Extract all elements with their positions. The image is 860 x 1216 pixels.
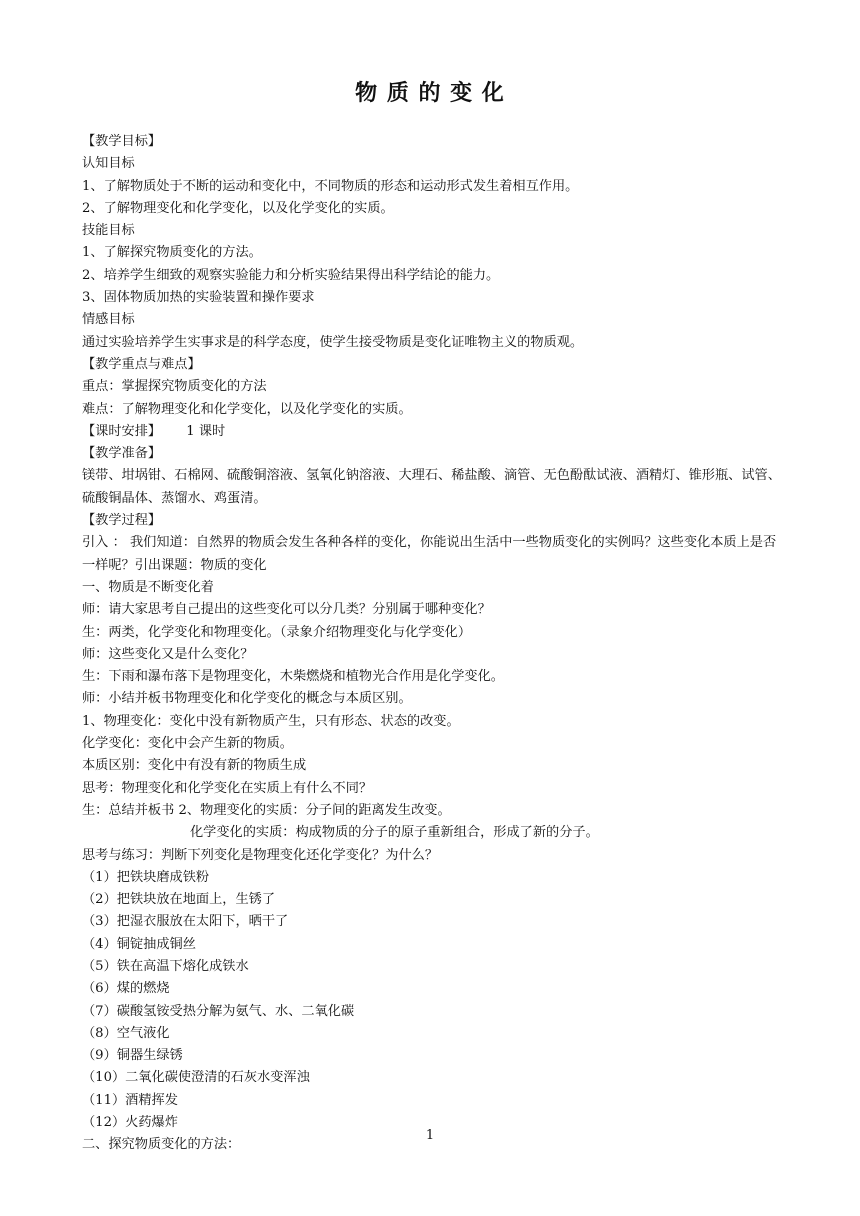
text-line: 1、物理变化：变化中没有新物质产生，只有形态、状态的改变。 — [82, 713, 460, 729]
page-number: 1 — [425, 1128, 435, 1143]
text-line: 2、培养学生细致的观察实验能力和分析实验结果得出科学结论的能力。 — [82, 267, 500, 283]
list-item: （6）煤的燃烧 — [82, 981, 170, 997]
list-item: （11）酒精挥发 — [82, 1092, 178, 1108]
text-line: 化学变化：变化中会产生新的物质。 — [82, 736, 293, 752]
section-heading-schedule: 【课时安排】 1 课时 — [82, 423, 226, 439]
list-item: （7）碳酸氢铵受热分解为氨气、水、二氧化碳 — [82, 1003, 355, 1019]
text-line: 师：请大家思考自己提出的这些变化可以分几类？分别属于哪种变化？ — [82, 602, 491, 618]
text-paragraph-introduction: 引入 ： 我们知道：自然界的物质会发生各种各样的变化，你能说出生活中一些物质变化的实例吗？这些变化本质上是否一样呢？引出课题：物质的变化 — [82, 535, 777, 573]
text-line: 3、固体物质加热的实验装置和操作要求 — [82, 290, 315, 306]
section-heading-process: 【教学过程】 — [82, 513, 162, 529]
list-item: （12）火药爆炸 — [82, 1115, 178, 1131]
text-line: 通过实验培养学生实事求是的科学态度，使学生接受物质是变化证唯物主义的物质观。 — [82, 334, 584, 350]
section-heading-preparation: 【教学准备】 — [82, 446, 162, 462]
text-line: 思考与练习：判断下列变化是物理变化还化学变化？为什么？ — [82, 847, 439, 863]
subheading-skill-goals: 技能目标 — [82, 223, 135, 239]
list-item: （3）把湿衣服放在太阳下，晒干了 — [82, 914, 289, 930]
subsection-heading-2: 二、探究物质变化的方法： — [82, 1137, 241, 1153]
section-heading-teaching-goals: 【教学目标】 — [82, 134, 162, 149]
text-line: 难点：了解物理变化和化学变化，以及化学变化的实质。 — [82, 401, 412, 417]
list-item: （5）铁在高温下熔化成铁水 — [82, 958, 249, 974]
list-item: （9）铜器生绿锈 — [82, 1048, 183, 1064]
text-line: 生：下雨和瀑布落下是物理变化，木柴燃烧和植物光合作用是化学变化。 — [82, 669, 504, 685]
text-line: 本质区别：变化中有没有新的物质生成 — [82, 758, 307, 774]
list-item: （8）空气液化 — [82, 1025, 170, 1041]
text-line: 师：小结并板书物理变化和化学变化的概念与本质区别。 — [82, 691, 412, 707]
subsection-heading-1: 一、物质是不断变化着 — [82, 579, 214, 595]
text-line: 师：这些变化又是什么变化？ — [82, 646, 254, 662]
text-line: 思考：物理变化和化学变化在实质上有什么不同？ — [82, 780, 373, 796]
list-item: （2）把铁块放在地面上，生锈了 — [82, 892, 276, 908]
subheading-cognitive-goals: 认知目标 — [82, 156, 135, 172]
subheading-emotional-goals: 情感目标 — [82, 312, 135, 328]
text-line: 重点：掌握探究物质变化的方法 — [82, 379, 267, 395]
text-line-indented: 化学变化的实质：构成物质的分子的原子重新组合，形成了新的分子。 — [190, 825, 599, 841]
text-line: 1、了解物质处于不断的运动和变化中，不同物质的形态和运动形式发生着相互作用。 — [82, 178, 579, 194]
list-item: （4）铜锭抽成铜丝 — [82, 936, 196, 952]
list-item: （1）把铁块磨成铁粉 — [82, 869, 210, 885]
list-item: （10）二氧化碳使澄清的石灰水变浑浊 — [82, 1070, 310, 1086]
text-line: 2、了解物理变化和化学变化，以及化学变化的实质。 — [82, 200, 394, 216]
document-title: 物 质 的 变 化 — [355, 81, 505, 106]
section-heading-key-points: 【教学重点与难点】 — [82, 356, 201, 372]
document-body — [82, 131, 782, 1157]
text-line: 生：总结并板书 2、物理变化的实质：分子间的距离发生改变。 — [82, 802, 451, 818]
text-line: 1、了解探究物质变化的方法。 — [82, 245, 262, 261]
text-paragraph-materials: 镁带、坩埚钳、石棉网、硫酸铜溶液、氢氧化钠溶液、大理石、稀盐酸、滴管、无色酚酞试液、酒精灯、锥形瓶、试管、硫酸铜晶体、蒸馏水、鸡蛋清。 — [82, 468, 781, 506]
text-line: 生：两类，化学变化和物理变化。（录象介绍物理变化与化学变化） — [82, 624, 472, 640]
